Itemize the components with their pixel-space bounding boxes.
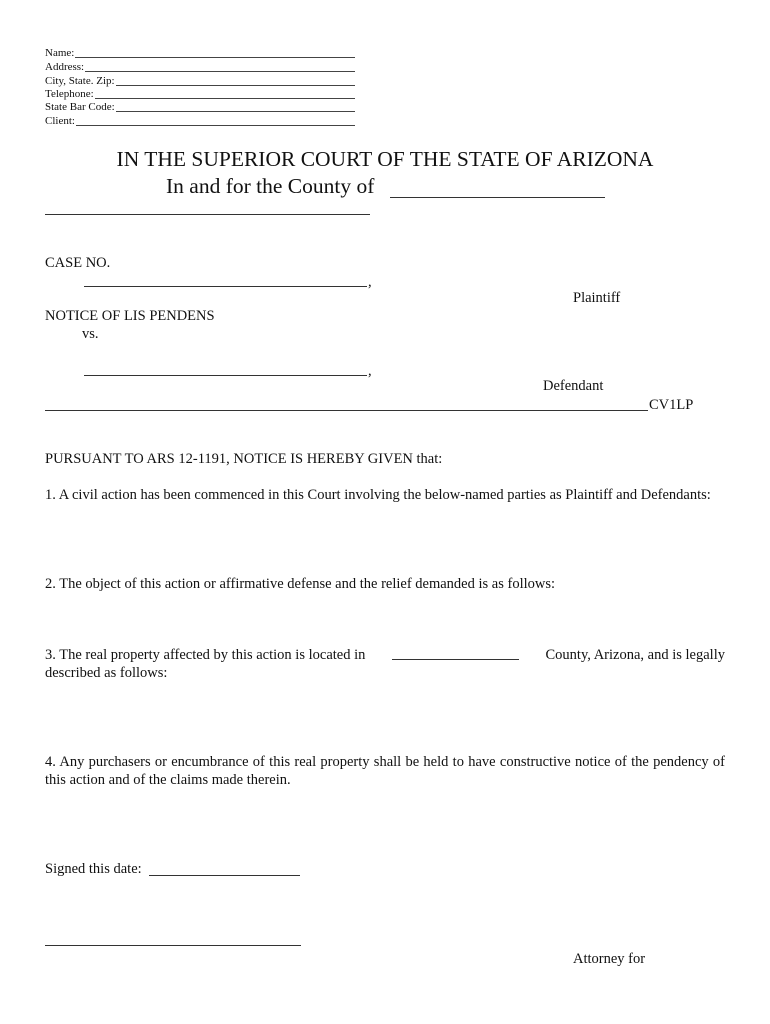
bar-code-row	[45, 101, 355, 114]
telephone-label: Telephone:	[45, 88, 94, 100]
county-line	[166, 174, 374, 199]
notice-item-4: 4. Any purchasers or encumbrance of this real property shall be held to have constructive notice of the pendency of this action and of the claims made therein.	[45, 754, 725, 788]
attorney-for-label: Attorney for	[573, 951, 646, 967]
signed-date-field[interactable]	[149, 875, 300, 876]
client-field[interactable]	[45, 125, 355, 126]
signature-line[interactable]	[45, 945, 301, 946]
name-field[interactable]	[45, 57, 355, 58]
plaintiff-name-field[interactable]	[84, 286, 367, 287]
client-row	[45, 115, 355, 128]
plaintiff-comma: ,	[368, 274, 372, 290]
notice-item-1: 1. A civil action has been commenced in this Court involving the below-named parties as Plaintiff and Defendants:	[45, 487, 711, 503]
city-state-zip-label: City, State. Zip:	[45, 75, 115, 87]
defendant-comma: ,	[368, 363, 372, 379]
notice-item-3	[45, 646, 725, 664]
notice-item-3-continued: described as follows:	[45, 665, 168, 681]
caption-bottom-rule	[45, 410, 648, 411]
case-no-label: CASE NO.	[45, 255, 111, 271]
notice-item-3-pre: 3. The real property affected by this action is located in	[45, 647, 366, 663]
vs-label: vs.	[82, 326, 99, 342]
court-title: IN THE SUPERIOR COURT OF THE STATE OF ARIZONA	[116, 147, 654, 171]
defendant-name-field[interactable]	[84, 375, 367, 376]
form-code: CV1LP	[649, 397, 694, 413]
signed-date-label: Signed this date:	[45, 861, 142, 877]
notice-intro: PURSUANT TO ARS 12-1191, NOTICE IS HEREBY GIVEN that:	[45, 451, 443, 467]
county-label: In and for the County of	[166, 174, 375, 198]
state-bar-code-label: State Bar Code:	[45, 101, 115, 113]
client-label: Client:	[45, 115, 75, 127]
defendant-label: Defendant	[543, 378, 604, 394]
county-field[interactable]	[390, 197, 605, 198]
address-row	[45, 61, 355, 74]
name-label: Name:	[45, 47, 75, 59]
address-label: Address:	[45, 61, 85, 73]
caption-top-rule	[45, 214, 370, 215]
notice-item-2: 2. The object of this action or affirmative defense and the relief demanded is as follows:	[45, 576, 556, 592]
address-field[interactable]	[45, 71, 355, 72]
telephone-row	[45, 88, 355, 101]
property-county-field[interactable]	[392, 646, 519, 660]
plaintiff-label: Plaintiff	[573, 290, 621, 306]
document-title: NOTICE OF LIS PENDENS	[45, 308, 215, 324]
city-row	[45, 75, 355, 88]
notice-item-3-post-inline: County, Arizona, and is legally	[545, 647, 725, 663]
name-row	[45, 47, 355, 60]
notice-item-3-first-line	[45, 646, 725, 664]
